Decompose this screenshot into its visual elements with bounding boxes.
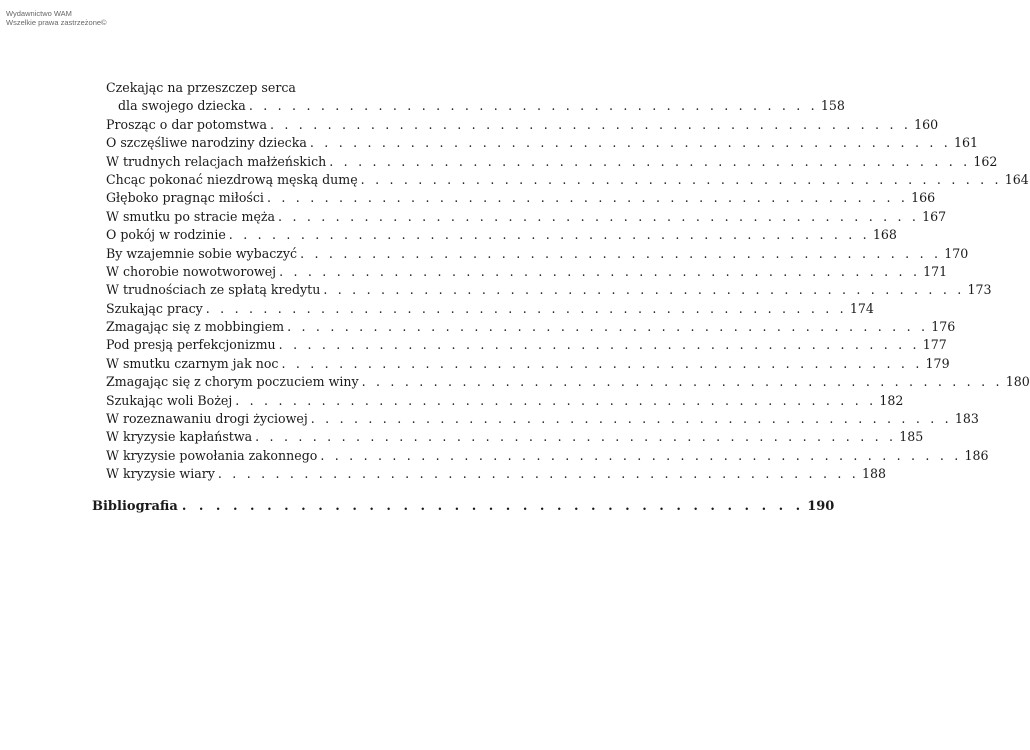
table-of-contents — [106, 79, 1030, 484]
toc-page-number: 173 — [967, 282, 992, 298]
toc-page-number: 161 — [953, 135, 979, 151]
toc-entry[interactable] — [106, 134, 979, 152]
dot-leader: . . . . . . . . . . . . . . . . . . . . . . . . . . . . . . . . . . . . . . . . . . . . . — [217, 466, 859, 482]
toc-entry[interactable] — [106, 373, 1030, 391]
toc-entry-title: W chorobie nowotworowej — [106, 263, 279, 281]
toc-page-number: 167 — [922, 208, 947, 224]
watermark — [6, 9, 107, 27]
dot-leader: . . . . . . . . . . . . . . . . . . . . . . . . . . . . . . . . . . . . . . . . . . . . . — [205, 300, 847, 316]
toc-entry-title: W trudnościach ze spłatą kredytu — [106, 281, 323, 299]
toc-entry[interactable] — [106, 263, 948, 281]
toc-entry[interactable] — [106, 355, 950, 373]
dot-leader: . . . . . . . . . . . . . . . . . . . . . . . . . . . . . . . . . . . . . . . . . . . . . — [310, 411, 952, 427]
toc-entry[interactable] — [106, 153, 998, 171]
toc-entry-title: Zmagając się z mobbingiem — [106, 318, 287, 336]
dot-leader: . . . . . . . . . . . . . . . . . . . . . . . . . . . . . . . . . . . . . — [181, 499, 805, 514]
toc-entry-title: dla swojego dziecka — [118, 97, 249, 115]
toc-entry-title: Pod presją perfekcjonizmu — [106, 336, 279, 354]
toc-list — [106, 116, 1030, 484]
toc-entry[interactable] — [106, 318, 956, 336]
toc-entry-title: O szczęśliwe narodziny dziecka — [106, 134, 310, 152]
toc-entry-title: O pokój w rodzinie — [106, 226, 229, 244]
toc-entry-title: Czekając na przeszczep serca — [106, 80, 299, 95]
toc-entry-title: Szukając woli Bożej — [106, 392, 235, 410]
dot-leader: . . . . . . . . . . . . . . . . . . . . . . . . . . . . . . . . . . . . . . . . . . . . . — [278, 208, 920, 224]
toc-page-number: 183 — [954, 411, 979, 427]
watermark-publisher: Wydawnictwo WAM — [6, 9, 72, 18]
toc-entry[interactable] — [106, 116, 939, 134]
bibliography-title: Bibliografia — [92, 499, 178, 514]
toc-page-number: 188 — [861, 466, 887, 482]
dot-leader: . . . . . . . . . . . . . . . . . . . . . . . . . . . . . . . . . . . . . . . . . . . . . — [281, 355, 923, 371]
toc-page-number: 186 — [964, 447, 989, 463]
toc-page-number: 158 — [820, 98, 845, 114]
toc-entry[interactable] — [106, 208, 947, 226]
dot-leader: . . . . . . . . . . . . . . . . . . . . . . . . . . . . . . . . . . . . . . . . . . . . . — [228, 227, 870, 243]
toc-entry[interactable] — [106, 447, 989, 465]
toc-entry[interactable] — [106, 336, 947, 354]
toc-page-number: 180 — [1005, 374, 1030, 390]
toc-entry-title: By wzajemnie sobie wybaczyć — [106, 245, 300, 263]
toc-page-number: 168 — [872, 227, 897, 243]
toc-page-number: 162 — [973, 153, 998, 169]
toc-entry-title: W smutku po stracie męża — [106, 208, 278, 226]
toc-entry-title: W rozeznawaniu drogi życiowej — [106, 410, 311, 428]
dot-leader: . . . . . . . . . . . . . . . . . . . . . . . . . . . . . . . . . . . . . . . . — [248, 98, 818, 114]
bibliography-entry[interactable] — [92, 497, 835, 517]
bibliography-page-number: 190 — [807, 499, 835, 514]
toc-entry-title: W trudnych relacjach małżeńskich — [106, 153, 329, 171]
dot-leader: . . . . . . . . . . . . . . . . . . . . . . . . . . . . . . . . . . . . . . . . . . . . . — [235, 392, 877, 408]
toc-entry[interactable] — [106, 410, 979, 428]
toc-page-number: 164 — [1004, 171, 1029, 187]
toc-page-number: 170 — [944, 245, 969, 261]
toc-entry-title: W kryzysie powołania zakonnego — [106, 447, 320, 465]
toc-entry[interactable] — [106, 226, 897, 244]
toc-entry-title: Chcąc pokonać niezdrową męską dumę — [106, 171, 361, 189]
toc-page-number: 160 — [914, 116, 939, 132]
watermark-copyright: Wszelkie prawa zastrzeżone© — [6, 18, 107, 27]
toc-entry[interactable] — [106, 189, 936, 207]
toc-entry-title: Zmagając się z chorym poczuciem winy — [106, 373, 362, 391]
dot-leader: . . . . . . . . . . . . . . . . . . . . . . . . . . . . . . . . . . . . . . . . . . . . . — [361, 374, 1003, 390]
dot-leader: . . . . . . . . . . . . . . . . . . . . . . . . . . . . . . . . . . . . . . . . . . . . . — [329, 153, 971, 169]
dot-leader: . . . . . . . . . . . . . . . . . . . . . . . . . . . . . . . . . . . . . . . . . . . . . — [320, 447, 962, 463]
toc-entry-title: Szukając pracy — [106, 300, 206, 318]
toc-entry[interactable] — [106, 428, 924, 446]
toc-entry-title: Prosząc o dar potomstwa — [106, 116, 270, 134]
toc-entry-title: W kryzysie wiary — [106, 465, 218, 483]
dot-leader: . . . . . . . . . . . . . . . . . . . . . . . . . . . . . . . . . . . . . . . . . . . . . — [278, 337, 920, 353]
toc-entry-title: Głęboko pragnąc miłości — [106, 189, 267, 207]
toc-entry-title: W kryzysie kapłaństwa — [106, 428, 255, 446]
toc-entry[interactable] — [106, 171, 1029, 189]
toc-page-number: 179 — [925, 355, 950, 371]
dot-leader: . . . . . . . . . . . . . . . . . . . . . . . . . . . . . . . . . . . . . . . . . . . . . — [279, 263, 921, 279]
toc-entry[interactable] — [106, 300, 874, 318]
toc-page-number: 166 — [911, 190, 936, 206]
dot-leader: . . . . . . . . . . . . . . . . . . . . . . . . . . . . . . . . . . . . . . . . . . . . . — [255, 429, 897, 445]
dot-leader: . . . . . . . . . . . . . . . . . . . . . . . . . . . . . . . . . . . . . . . . . . . . . — [266, 190, 909, 206]
dot-leader: . . . . . . . . . . . . . . . . . . . . . . . . . . . . . . . . . . . . . . . . . . . . . — [287, 319, 929, 335]
dot-leader: . . . . . . . . . . . . . . . . . . . . . . . . . . . . . . . . . . . . . . . . . . . . . — [309, 135, 951, 151]
toc-page-number: 182 — [879, 392, 904, 408]
toc-page-number: 171 — [923, 263, 948, 279]
dot-leader: . . . . . . . . . . . . . . . . . . . . . . . . . . . . . . . . . . . . . . . . . . . . . — [323, 282, 965, 298]
toc-page-number: 185 — [899, 429, 924, 445]
toc-page-number: 174 — [849, 300, 874, 316]
toc-entry[interactable] — [106, 245, 969, 263]
dot-leader: . . . . . . . . . . . . . . . . . . . . . . . . . . . . . . . . . . . . . . . . . . . . . — [300, 245, 942, 261]
toc-entry[interactable] — [106, 97, 845, 115]
toc-page-number: 177 — [922, 337, 947, 353]
toc-entry[interactable] — [106, 465, 887, 483]
dot-leader: . . . . . . . . . . . . . . . . . . . . . . . . . . . . . . . . . . . . . . . . . . . . . — [360, 171, 1002, 187]
toc-page-number: 176 — [931, 319, 956, 335]
toc-entry-title: W smutku czarnym jak noc — [106, 355, 281, 373]
toc-entry[interactable] — [106, 281, 992, 299]
dot-leader: . . . . . . . . . . . . . . . . . . . . . . . . . . . . . . . . . . . . . . . . . . . . . — [269, 116, 912, 132]
toc-entry[interactable] — [106, 392, 904, 410]
toc-entry-first-line1 — [106, 79, 442, 97]
